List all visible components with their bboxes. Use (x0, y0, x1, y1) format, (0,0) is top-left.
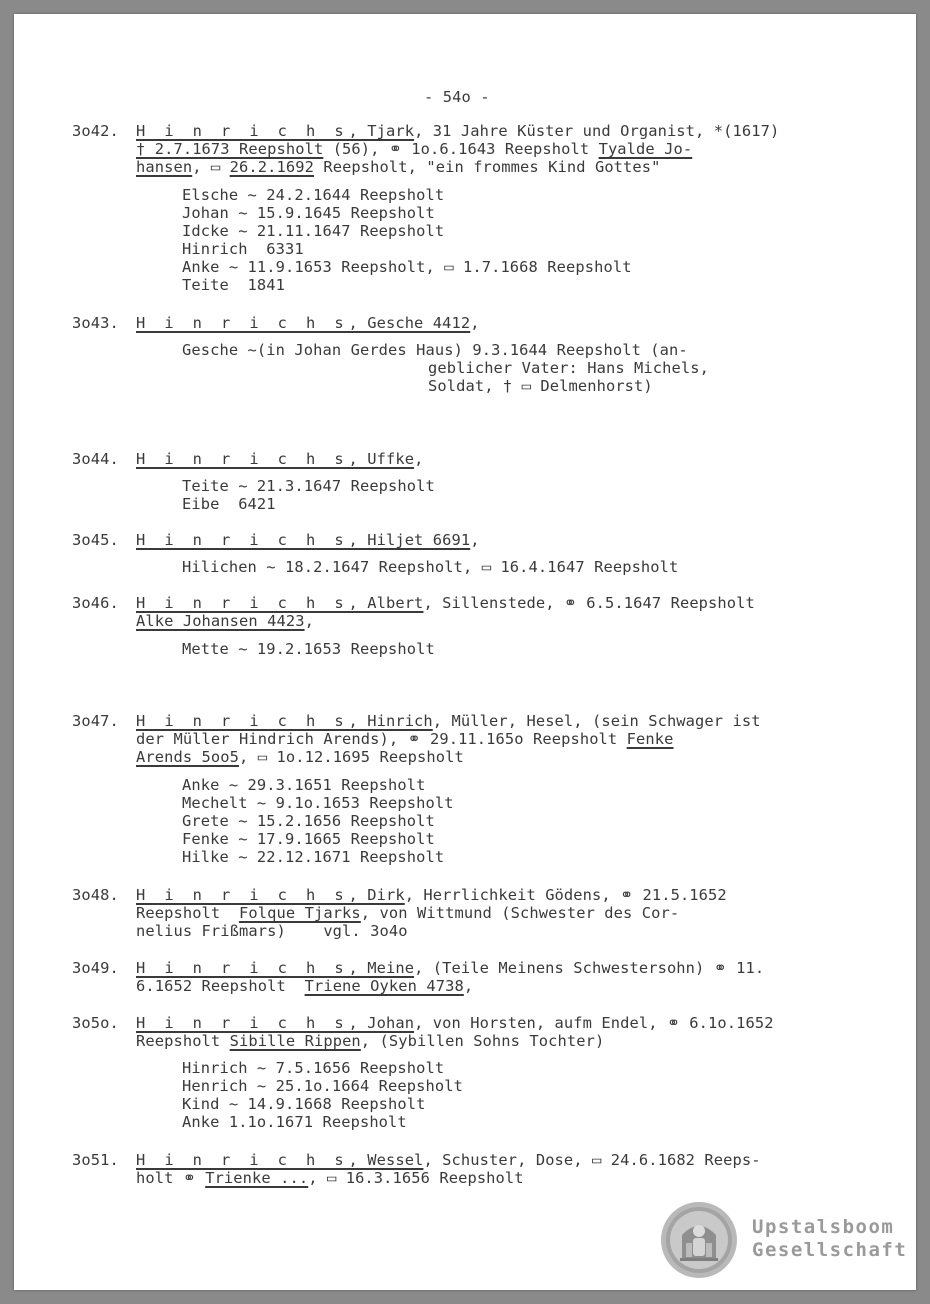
child-line: Hilke ~ 22.12.1671 Reepsholt (182, 848, 445, 866)
entry-number: 3o49. (72, 959, 119, 977)
entry-number: 3o44. (72, 450, 119, 468)
surname: H i n r i c h s (136, 886, 349, 904)
child-line: Hinrich 6331 (182, 240, 304, 258)
entry-line: H i n r i c h s, Tjark, 31 Jahre Küster und Organist, *(1617) (136, 122, 780, 140)
entry-line: holt ⚭ Trienke ..., ▭ 16.3.1656 Reepsholt (136, 1169, 524, 1187)
entry-line: 6.1652 Reepsholt Triene Oyken 4738, (136, 977, 474, 995)
child-line: Anke ~ 11.9.1653 Reepsholt, ▭ 1.7.1668 Reepsholt (182, 258, 632, 276)
child-line: Hilichen ~ 18.2.1647 Reepsholt, ▭ 16.4.1647 Reepsholt (182, 558, 679, 576)
surname: H i n r i c h s (136, 1151, 349, 1169)
entry-line: Reepsholt Folque Tjarks, von Wittmund (Schwester des Cor- (136, 904, 680, 922)
child-line: Mechelt ~ 9.1o.1653 Reepsholt (182, 794, 454, 812)
given-name: , Hinrich (348, 712, 433, 730)
child-line: Anke ~ 29.3.1651 Reepsholt (182, 776, 426, 794)
brand-line-1: Upstalsboom (752, 1216, 895, 1238)
entry-number: 3o43. (72, 314, 119, 332)
surname: H i n r i c h s (136, 712, 349, 730)
entry-line: H i n r i c h s, Albert, Sillenstede, ⚭ 6.5.1647 Reepsholt (136, 594, 755, 612)
given-name: , Albert (348, 594, 424, 612)
surname: H i n r i c h s (136, 1014, 349, 1032)
surname: H i n r i c h s (136, 531, 349, 549)
child-line: Teite 1841 (182, 276, 286, 294)
document-body (14, 14, 916, 1290)
document-page (14, 14, 916, 1290)
child-line: Anke 1.1o.1671 Reepsholt (182, 1113, 407, 1131)
child-line: Kind ~ 14.9.1668 Reepsholt (182, 1095, 426, 1113)
entry-line: H i n r i c h s, Dirk, Herrlichkeit Gödens, ⚭ 21.5.1652 (136, 886, 727, 904)
given-name: , Hiljet 6691 (348, 531, 471, 549)
child-line: geblicher Vater: Hans Michels, (428, 359, 709, 377)
child-line: Henrich ~ 25.1o.1664 Reepsholt (182, 1077, 463, 1095)
entry-number: 3o5o. (72, 1014, 119, 1032)
child-line: Eibe 6421 (182, 495, 276, 513)
given-name: , Johan (348, 1014, 415, 1032)
given-name: , Meine (348, 959, 415, 977)
entry-line: H i n r i c h s, Wessel, Schuster, Dose, ▭ 24.6.1682 Reeps- (136, 1151, 761, 1169)
entry-line: Arends 5oo5, ▭ 1o.12.1695 Reepsholt (136, 748, 464, 766)
entry-number: 3o45. (72, 531, 119, 549)
given-name: , Dirk (348, 886, 405, 904)
child-line: Elsche ~ 24.2.1644 Reepsholt (182, 186, 445, 204)
entry-line: hansen, ▭ 26.2.1692 Reepsholt, "ein frommes Kind Gottes" (136, 158, 661, 176)
entry-line: H i n r i c h s, Johan, von Horsten, aufm Endel, ⚭ 6.1o.1652 (136, 1014, 774, 1032)
brand-text (752, 1216, 907, 1262)
given-name: , Tjark (348, 122, 415, 140)
entry-line: H i n r i c h s, Hiljet 6691, (136, 531, 480, 549)
entry-line: nelius Frißmars) vgl. 3o4o (136, 922, 408, 940)
given-name: , Wessel (348, 1151, 424, 1169)
entry-number: 3o42. (72, 122, 119, 140)
surname: H i n r i c h s (136, 594, 349, 612)
entry-line: H i n r i c h s, Gesche 4412, (136, 314, 480, 332)
entry-line: H i n r i c h s, Uffke, (136, 450, 424, 468)
entry-number: 3o46. (72, 594, 119, 612)
child-line: Grete ~ 15.2.1656 Reepsholt (182, 812, 435, 830)
given-name: , Gesche 4412 (348, 314, 471, 332)
child-line: Soldat, † ▭ Delmenhorst) (428, 377, 653, 395)
child-line: Johan ~ 15.9.1645 Reepsholt (182, 204, 435, 222)
given-name: , Uffke (348, 450, 415, 468)
entry-line: † 2.7.1673 Reepsholt (56), ⚭ 1o.6.1643 Reepsholt Tyalde Jo- (136, 140, 693, 158)
child-line: Hinrich ~ 7.5.1656 Reepsholt (182, 1059, 445, 1077)
child-line: Mette ~ 19.2.1653 Reepsholt (182, 640, 435, 658)
seal-logo-icon (660, 1201, 738, 1279)
child-line: Teite ~ 21.3.1647 Reepsholt (182, 477, 435, 495)
brand-line-2: Gesellschaft (752, 1239, 908, 1261)
surname: H i n r i c h s (136, 959, 349, 977)
entry-line: der Müller Hindrich Arends), ⚭ 29.11.165o Reepsholt Fenke (136, 730, 674, 748)
child-line: Fenke ~ 17.9.1665 Reepsholt (182, 830, 435, 848)
page-number: - 54o - (424, 88, 490, 106)
surname: H i n r i c h s (136, 450, 349, 468)
entry-number: 3o48. (72, 886, 119, 904)
entry-line: H i n r i c h s, Hinrich, Müller, Hesel, (sein Schwager ist (136, 712, 761, 730)
entry-number: 3o47. (72, 712, 119, 730)
entry-line: Reepsholt Sibille Rippen, (Sybillen Sohns Tochter) (136, 1032, 605, 1050)
surname: H i n r i c h s (136, 122, 349, 140)
entry-number: 3o51. (72, 1151, 119, 1169)
child-line: Gesche ~(in Johan Gerdes Haus) 9.3.1644 Reepsholt (an- (182, 341, 688, 359)
child-line: Idcke ~ 21.11.1647 Reepsholt (182, 222, 445, 240)
entry-line: Alke Johansen 4423, (136, 612, 314, 630)
entry-line: H i n r i c h s, Meine, (Teile Meinens Schwestersohn) ⚭ 11. (136, 959, 765, 977)
surname: H i n r i c h s (136, 314, 349, 332)
